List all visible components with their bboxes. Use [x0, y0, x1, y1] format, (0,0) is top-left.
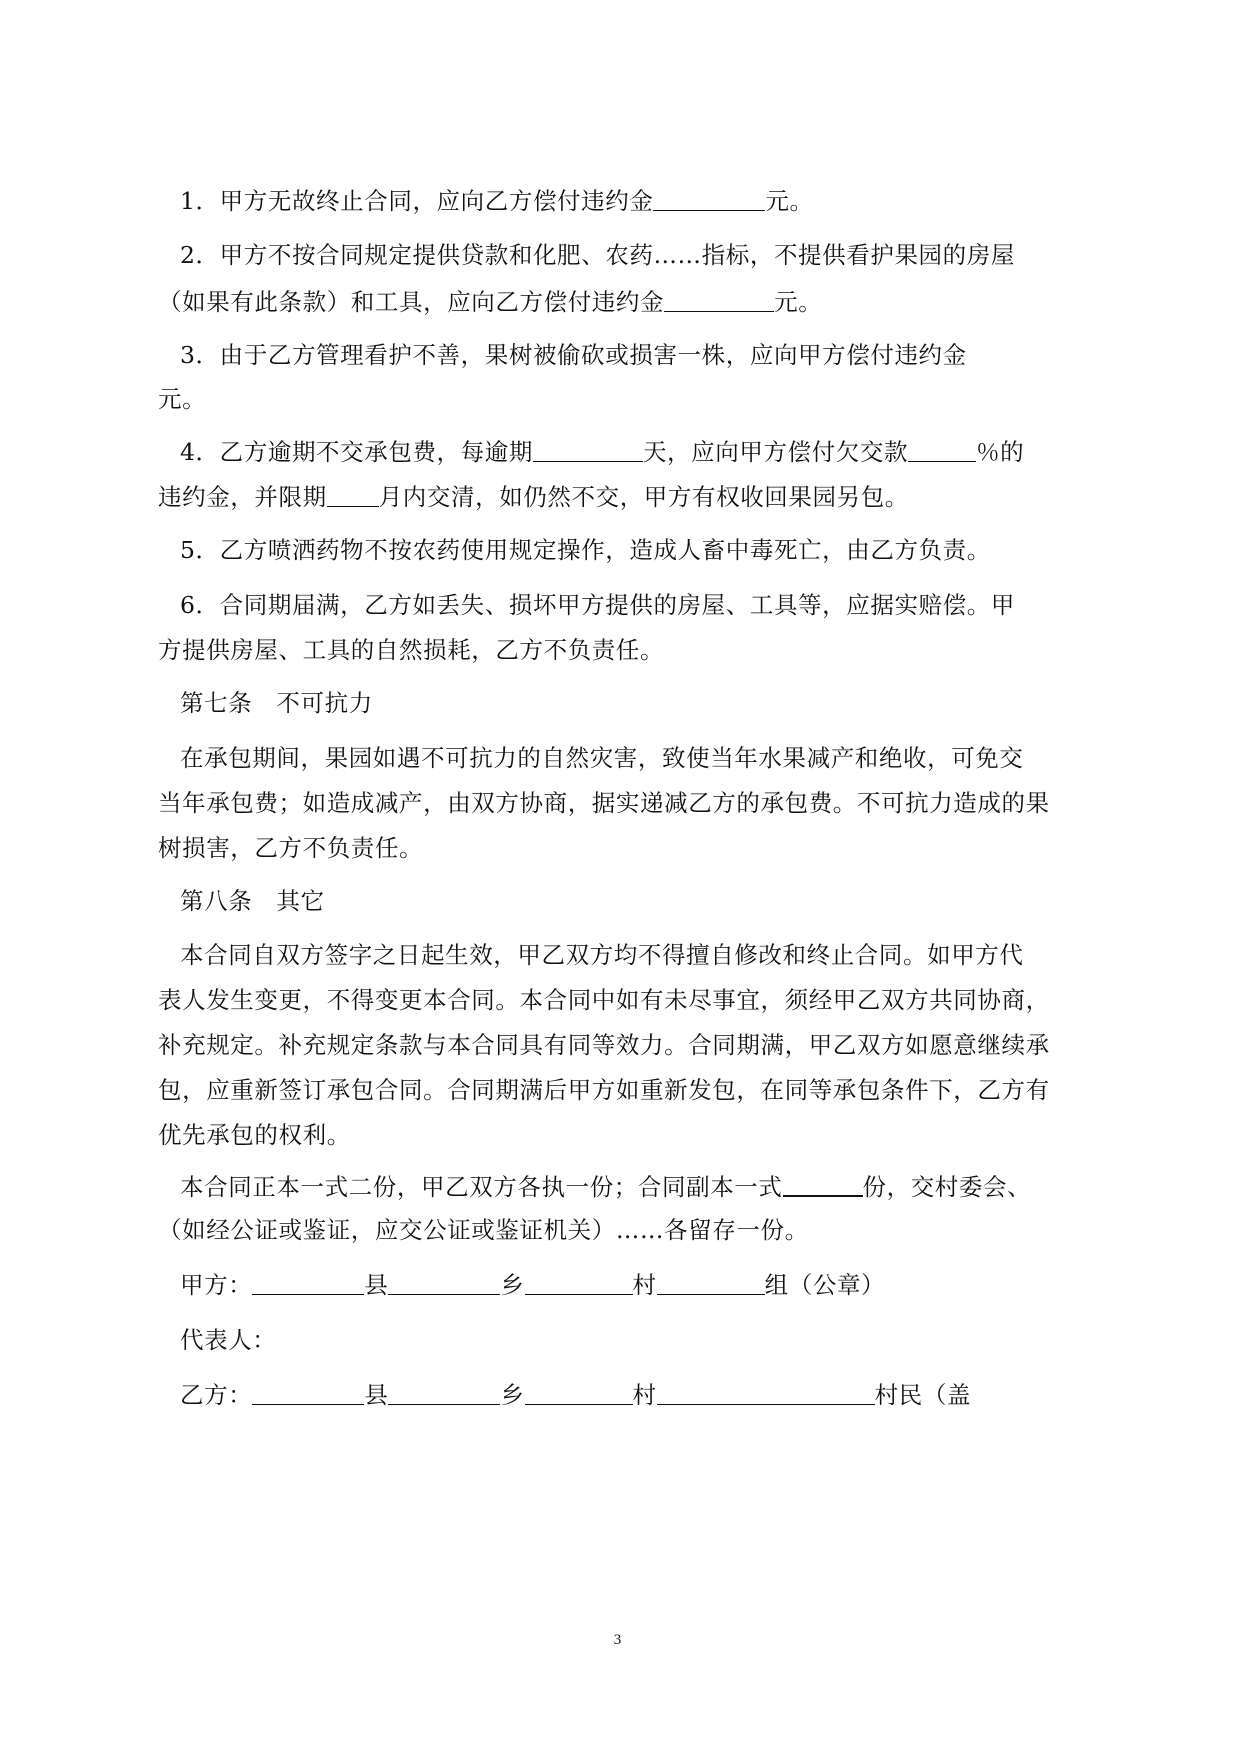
representative-label: 代表人： [180, 1326, 277, 1354]
copy-count-blank [783, 1173, 863, 1197]
township-blank [388, 1382, 500, 1405]
penalty-amount-blank [653, 188, 765, 211]
clause-2-line-1: 2．甲方不按合同规定提供贷款和化肥、农药……指标，不提供看护果园的房屋 [180, 241, 1015, 269]
township-blank [388, 1272, 500, 1295]
penalty-percent-blank [908, 439, 976, 462]
copies-line-1: 本合同正本一式二份，甲乙双方各执一份；合同副本一式 份，交村委会、 [180, 1173, 1032, 1201]
copies-line-2: （如经公证或鉴证，应交公证或鉴证机关）……各留存一份。 [158, 1216, 809, 1244]
clause-2-line-2: （如果有此条款）和工具，应向乙方偿付违约金 元。 [158, 288, 823, 316]
penalty-amount-blank [664, 289, 774, 312]
county-blank [252, 1382, 364, 1405]
article-8-line: 补充规定。补充规定条款与本合同具有同等效力。合同期满，甲乙双方如愿意继续承 [158, 1031, 1050, 1059]
article-8-line: 优先承包的权利。 [158, 1121, 351, 1149]
article-7-line: 当年承包费；如造成减产，由双方协商，据实递减乙方的承包费。不可抗力造成的果 [158, 789, 1050, 817]
article-8-line: 本合同自双方签字之日起生效，甲乙双方均不得擅自修改和终止合同。如甲方代 [180, 941, 1024, 969]
county-blank [252, 1272, 364, 1295]
party-b-signature: 乙方： 县 乡 村 村民（盖 [180, 1381, 972, 1409]
clause-1: 1．甲方无故终止合同，应向乙方偿付违约金 元。 [180, 187, 814, 215]
clause-3-line-1: 3．由于乙方管理看护不善，果树被偷砍或损害一株，应向甲方偿付违约金 [180, 341, 967, 369]
article-7-line: 在承包期间，果园如遇不可抗力的自然灾害，致使当年水果减产和绝收，可免交 [180, 744, 1024, 772]
clause-6-line-2: 方提供房屋、工具的自然损耗，乙方不负责任。 [158, 636, 665, 664]
article-7-heading: 第七条 不可抗力 [180, 689, 373, 717]
group-blank [657, 1272, 765, 1295]
article-8-heading: 第八条 其它 [180, 887, 325, 915]
article-8-line: 包，应重新签订承包合同。合同期满后甲方如重新发包，在同等承包条件下，乙方有 [158, 1076, 1050, 1104]
clause-5: 5．乙方喷洒药物不按农药使用规定操作，造成人畜中毒死亡，由乙方负责。 [180, 536, 991, 564]
village-blank [525, 1382, 633, 1405]
overdue-days-blank [533, 439, 643, 462]
party-a-signature: 甲方： 县 乡 村 组（公章） [180, 1271, 886, 1299]
villager-name-blank [657, 1382, 875, 1405]
page-number: 3 [613, 1632, 622, 1648]
deadline-months-blank [327, 484, 379, 507]
village-blank [525, 1272, 633, 1295]
clause-4-line-1: 4．乙方逾期不交承包费，每逾期 天，应向甲方偿付欠交款 ％的 [180, 438, 1025, 466]
article-8-line: 表人发生变更，不得变更本合同。本合同中如有未尽事宜，须经甲乙双方共同协商， [158, 986, 1050, 1014]
clause-6-line-1: 6．合同期届满，乙方如丢失、损坏甲方提供的房屋、工具等，应据实赔偿。甲 [180, 591, 1015, 619]
article-7-line: 树损害，乙方不负责任。 [158, 834, 424, 862]
clause-4-line-2: 违约金，并限期 月内交清，如仍然不交，甲方有权收回果园另包。 [158, 483, 909, 511]
clause-3-line-2: 元。 [158, 385, 207, 413]
